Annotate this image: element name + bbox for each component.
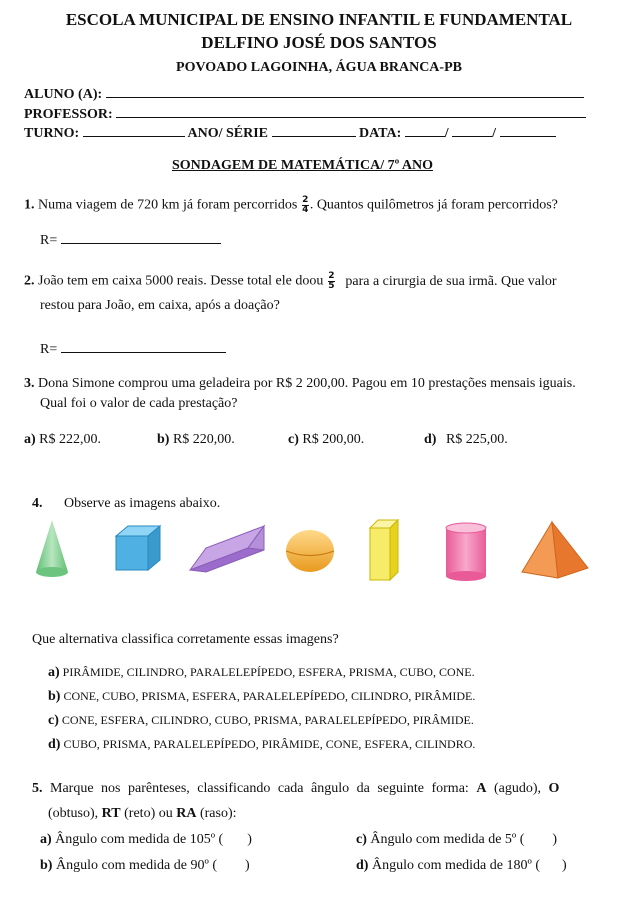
q5-word-agudo: (agudo), (493, 781, 541, 796)
rectangular-prism-icon (370, 520, 398, 580)
ano-label: ANO/ SÉRIE (187, 126, 268, 141)
school-name-line1: ESCOLA MUNICIPAL DE ENSINO INFANTIL E FUNDAMENTAL (65, 10, 573, 29)
q5-item-b[interactable] (40, 858, 250, 874)
date-month-blank[interactable] (452, 124, 492, 137)
cylinder-icon (446, 523, 486, 581)
q4-text: Observe as imagens abaixo. (64, 496, 221, 511)
professor-field (24, 105, 586, 123)
q4-option-c[interactable] (48, 713, 474, 729)
q5-item-b-letter: b) (40, 858, 53, 873)
q3-option-c-text: R$ 200,00. (302, 432, 365, 447)
turno-row: TURNO: ANO/ SÉRIE DATA: / / (24, 124, 556, 142)
q3-option-c[interactable] (288, 432, 364, 448)
worksheet-title: SONDAGEM DE MATEMÁTICA/ 7º ANO (172, 158, 434, 173)
q5-number: 5. (32, 781, 43, 796)
q5-line2 (48, 806, 237, 822)
q2-frac-denominator: 5 (328, 281, 335, 291)
q5-item-c-letter: c) (356, 832, 367, 847)
q2-text-line2: restou para João, em caixa, após a doação? (40, 298, 280, 313)
q4-option-b-text: CONE, CUBO, PRISMA, ESFERA, PARALELEPÍPEDO, CILINDRO, PIRÂMIDE. (63, 689, 476, 703)
cone-icon (36, 520, 68, 577)
q5-text-line1: Marque nos parênteses, classificando cada ângulo da seguinte forma: (50, 781, 469, 796)
q5-item-c-text: Ângulo com medida de 5º ( (370, 832, 525, 847)
q2-text-after: para a cirurgia de sua irmã. Que valor (345, 273, 557, 289)
q4-option-a-letter: a) (48, 665, 60, 680)
question-4 (32, 496, 220, 512)
data-label: DATA: (359, 126, 402, 141)
q3-option-c-letter: c) (288, 432, 299, 447)
solid-shapes-figure (28, 518, 608, 584)
q4-option-a[interactable] (48, 665, 475, 681)
q5-code-obtuso: O (548, 781, 560, 796)
aluno-blank[interactable] (106, 85, 584, 98)
q5-code-reto: RT (101, 806, 121, 821)
q1-text-before: Numa viagem de 720 km já foram percorridos (38, 197, 298, 213)
q5-item-d[interactable] (356, 858, 567, 874)
q4-question: Que alternativa classifica corretamente essas imagens? (32, 632, 339, 647)
q5-word-raso: (raso): (199, 806, 237, 821)
q2-answer-label: R= (40, 342, 58, 357)
q3-option-a-letter: a) (24, 432, 36, 447)
q3-option-d-letter: d) (424, 432, 437, 447)
aluno-label: ALUNO (A): (24, 87, 103, 102)
q4-number: 4. (32, 496, 43, 511)
q3-option-b[interactable] (157, 432, 235, 448)
sphere-icon (286, 530, 334, 572)
q3-option-d-text: R$ 225,00. (445, 432, 508, 447)
q3-number: 3. (24, 376, 35, 391)
q3-option-d[interactable] (424, 432, 508, 448)
question-1 (24, 196, 558, 215)
q3-text-line2: Qual foi o valor de cada prestação? (40, 396, 238, 411)
q4-option-a-text: PIRÂMIDE, CILINDRO, PARALELEPÍPEDO, ESFERA, PRISMA, CUBO, CONE. (62, 665, 475, 679)
q5-item-a-close: ) (247, 832, 252, 847)
q1-answer (40, 231, 221, 249)
q5-item-a-letter: a) (40, 832, 52, 847)
school-location: POVOADO LAGOINHA, ÁGUA BRANCA-PB (176, 60, 462, 75)
aluno-field (24, 85, 584, 103)
q4-option-c-text: CONE, ESFERA, CILINDRO, CUBO, PRISMA, PARALELEPÍPEDO, PIRÂMIDE. (61, 713, 474, 727)
q4-option-d-letter: d) (48, 737, 61, 752)
q1-frac-numerator: 2 (302, 195, 309, 205)
q5-word-obtuso: (obtuso), (48, 806, 99, 821)
q4-option-b[interactable] (48, 689, 475, 705)
q5-word-reto: (reto) ou (124, 806, 173, 821)
question-5 (32, 781, 559, 797)
q1-text-after: . Quantos quilômetros já foram percorridos? (309, 197, 558, 213)
turno-blank[interactable] (83, 124, 185, 137)
q5-item-b-close: ) (244, 858, 250, 873)
q2-answer-blank[interactable] (61, 340, 226, 353)
question-3 (24, 376, 576, 392)
q5-item-b-text: Ângulo com medida de 90º ( (55, 858, 217, 873)
q2-answer (40, 340, 226, 358)
q5-item-d-letter: d) (356, 858, 369, 873)
q5-item-c-close: ) (552, 832, 558, 847)
q3-option-a-text: R$ 222,00. (39, 432, 102, 447)
professor-blank[interactable] (116, 105, 586, 118)
q5-item-d-close: ) (561, 858, 567, 873)
cube-icon (116, 526, 160, 570)
date-day-blank[interactable] (405, 124, 445, 137)
q1-answer-label: R= (40, 233, 58, 248)
q3-option-b-letter: b) (157, 432, 170, 447)
q5-item-d-text: Ângulo com medida de 180º ( (371, 858, 540, 873)
prism-icon (190, 526, 264, 572)
q1-number: 1. (24, 197, 35, 213)
q5-item-a[interactable] (40, 832, 252, 848)
ano-blank[interactable] (272, 124, 356, 137)
q4-option-d[interactable] (48, 737, 475, 753)
question-2 (24, 272, 557, 291)
q4-option-d-text: CUBO, PRISMA, PARALELEPÍPEDO, PIRÂMIDE, CONE, ESFERA, CILINDRO. (63, 737, 476, 751)
q1-frac-denominator: 4 (302, 205, 309, 215)
q1-answer-blank[interactable] (61, 231, 221, 244)
school-name-line2: DELFINO JOSÉ DOS SANTOS (201, 33, 437, 52)
q2-text-before: João tem em caixa 5000 reais. Desse total ele doou (38, 273, 324, 289)
professor-label: PROFESSOR: (24, 107, 113, 122)
q5-code-raso: RA (176, 806, 197, 821)
q4-option-b-letter: b) (48, 689, 61, 704)
turno-label: TURNO: (24, 126, 80, 141)
pyramid-icon (522, 522, 588, 578)
q2-frac-numerator: 2 (328, 271, 335, 281)
q3-option-b-text: R$ 220,00. (172, 432, 235, 447)
q2-fraction (328, 272, 335, 291)
q3-option-a[interactable] (24, 432, 101, 448)
q3-text-line1: Dona Simone comprou uma geladeira por R$ 2 200,00. Pagou em 10 prestações mensais iguais. (38, 376, 576, 391)
q5-code-agudo: A (476, 781, 487, 796)
q4-option-c-letter: c) (48, 713, 59, 728)
q1-fraction (302, 196, 309, 215)
q5-item-a-text: Ângulo com medida de 105º ( (55, 832, 224, 847)
q5-item-c[interactable] (356, 832, 557, 848)
q2-number: 2. (24, 273, 35, 289)
date-year-blank[interactable] (500, 124, 556, 137)
